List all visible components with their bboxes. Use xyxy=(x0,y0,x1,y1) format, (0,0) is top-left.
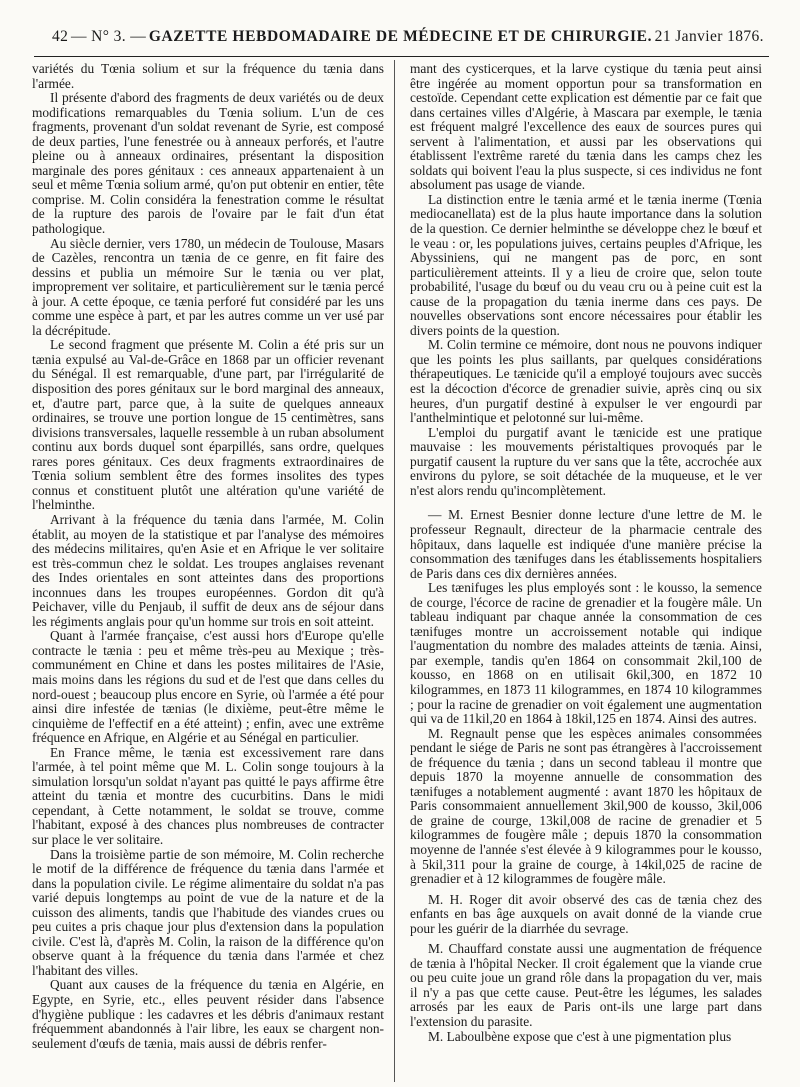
running-header xyxy=(52,26,764,48)
left-column xyxy=(32,62,384,1080)
paragraph: Le second fragment que présente M. Colin a été pris sur un tænia expulsé au Val-de-Grâce en 1868 par un officier revenant du Sénégal. Il est remarquable, d'une part, par l'irrégularité de disposition des pores génitaux sur le bord marginal des anneaux, et, d'autre part, parce que, à la suite de quelques anneaux ordinaires, se trouve une portion longue de 15 centimètres, sans divisions transversales, laquelle ressemble à un ruban absolument continu aux bords duquel sont éparpillés, sans ordre, quelques rares pores génitaux. Ces deux fragments extraordinaires de Tœnia solium semblent être des formes insolites des types connus et constituent plutôt une altération qu'une variété de l'helminthe. xyxy=(32,337,384,513)
paragraph: M. H. Roger dit avoir observé des cas de tænia chez des enfants en bas âge auxquels on avait donné de la viande crue pour les guérir de la diarrhée du sevrage. xyxy=(410,891,762,936)
paragraph: M. Regnault pense que les espèces animales consommées pendant le siége de Paris ne sont pas étrangères à l'accroissement de fréquence du tænia ; dans un second tableau il montre que depuis 1870 la moyenne annuelle de consommation des tænifuges a notablement augmenté : avant 1870 les hôpitaux de Paris consommaient annuellement 3kil,900 de kousso, 3kil,006 de graine de courge, 13kil,008 de racine de grenadier et 5 kilogrammes de fougère mâle ; depuis 1870 la consommation moyenne de l'année s'est élevée à 9 kilogrammes pour le kousso, à 5kil,311 pour la graine de courge, à 14kil,025 de racine de grenadier et à 12 kilogrammes de fougère mâle. xyxy=(410,725,762,887)
paragraph: variétés du Tœnia solium et sur la fréquence du tænia dans l'armée. xyxy=(32,62,384,91)
column-divider xyxy=(394,60,395,1082)
paragraph: Quant à l'armée française, c'est aussi hors d'Europe qu'elle contracte le tænia : peu et même très-peu au Mexique ; très-communément en Chine et dans les postes militaires de l'Asie, mais moins dans les régions du sud et de l'est que dans celles du nord-ouest ; beaucoup plus encore en Syrie, où l'armée a été pour ainsi dire infestée de tænias (le dixième, peut-être même le cinquième de l'effectif en a été atteint) ; enfin, avec une extrême fréquence en Afrique, en Algérie et au Sénégal en particulier. xyxy=(32,628,384,746)
issue-date: 21 Janvier 1876. xyxy=(654,28,764,45)
paragraph: En France même, le tænia est excessivement rare dans l'armée, à tel point même que M. L. Colin songe toujours à la simulation lorsqu'un soldat n'ayant pas quitté le pays affirme être atteint du tænia et montre des cucurbitins. Dans le midi cependant, à Cette notamment, le soldat se trouve, comme l'habitant, exposé à des chances plus nombreuses de contracter sur place le ver solitaire. xyxy=(32,744,384,847)
paragraph: La distinction entre le tænia armé et le tænia inerme (Tœnia mediocanellata) est de la plus haute importance dans la solution de la question. Ce dernier helminthe se développe chez le bœuf et le veau : or, les populations juives, certains peuples d'Afrique, les Abyssiniens, qui ne mangent pas de porc, en sont particulièrement atteints. Il y a lieu de croire que, selon toute probabilité, l'usage du bœuf ou du veau cru ou à peine cuit est la cause de la propagation du tænia inerme dans ces pays. De nouvelles observations sont encore nécessaires pour établir les divers points de la question. xyxy=(410,191,762,338)
paragraph: mant des cysticerques, et la larve cystique du tænia peut ainsi être ingérée au moment opportun pour sa transformation en cestoïde. Cependant cette explication est démentie par ce fait que dans certaines villes d'Algérie, à Mascara par exemple, le tænia est fréquent malgré l'excellence des eaux de sources pures qui servent à l'alimentation, et aussi par les observations qui établissent l'extrême rareté du tænia dans les camps chez les soldats qui boivent l'eau la plus suspecte, si ces individus ne font absolument pas usage de viande. xyxy=(410,62,762,193)
publication-title: GAZETTE HEBDOMADAIRE DE MÉDECINE ET DE CHIRURGIE. xyxy=(148,28,653,45)
page-number: 42 xyxy=(52,28,69,45)
paragraph: Au siècle dernier, vers 1780, un médecin de Toulouse, Masars de Cazèles, rencontra un tænia de ce genre, en fit faire des dessins et publia un mémoire Sur le tænia ou ver plat, improprement ver solitaire, et particulièrement sur le tænia percé à jour. A cette époque, ce tænia perforé fut considéré par les uns comme une espèce à part, et par les autres comme un ver usé par la décrépitude. xyxy=(32,235,384,338)
paragraph: — M. Ernest Besnier donne lecture d'une lettre de M. le professeur Regnault, directeur de la pharmacie centrale des hôpitaux, dans laquelle est indiquée d'une manière précise la consommation des tænifuges dans les établissements hospitaliers de Paris dans ces dix dernières années. xyxy=(410,507,762,581)
paragraph: Arrivant à la fréquence du tænia dans l'armée, M. Colin établit, au moyen de la statistique et par l'analyse des mémoires des médecins militaires, qu'en Asie et en Afrique le ver solitaire est très-commun chez le soldat. Les troupes anglaises revenant des Indes orientales en sont atteintes dans des proportions inconnues dans les troupes européennes. Gordon dit qu'à Peichaver, ville du Penjaub, il suffit de deux ans de séjour dans les régiments anglais pour qu'un homme sur trois en soit atteint. xyxy=(32,511,384,629)
paragraph: Quant aux causes de la fréquence du tænia en Algérie, en Egypte, en Syrie, etc., elles peuvent résider dans l'absence d'hygiène publique : les cadavres et les débris d'animaux restant fréquemment abandonnés à l'air libre, les eaux se chargent non-seulement d'œufs de tænia, mais aussi de débris renfer- xyxy=(32,977,384,1051)
right-column xyxy=(410,62,762,1080)
paragraph: M. Chauffard constate aussi une augmentation de fréquence de tænia à l'hôpital Necker. Il croit également que la viande crue ou peu cuite joue un grand rôle dans la propagation du ver, mais il n'y a pas que cette cause. Peut-être les légumes, les salades arrosés par les eaux de Paris ont-ils une large part dans l'extension du parasite. xyxy=(410,941,762,1029)
paragraph: Dans la troisième partie de son mémoire, M. Colin recherche le motif de la différence de fréquence du tænia dans l'armée et dans la population civile. Le régime alimentaire du soldat n'a pas varié depuis longtemps au point de vue de la nature et de la cuisson des aliments, tandis que l'habitude des viandes crues ou peu cuites a pris chaque jour plus d'extension dans la population civile. C'est là, d'après M. Colin, la raison de la différence qu'on observe quant à la fréquence du tænia dans l'armée et chez l'habitant des villes. xyxy=(32,846,384,978)
header-rule xyxy=(34,56,769,57)
paragraph: Il présente d'abord des fragments de deux variétés ou de deux modifications remarquables du Tœnia solium. L'un de ces fragments, provenant d'un soldat revenant de Syrie, est composé de deux parties, l'une fenestrée ou à anneaux perforés, et l'autre pleine ou à anneaux ordinaires, présentant la disposition marginale des pores génitaux : ces anneaux appartenaient à un seul et même Tœnia solium armé, qu'on put obtenir en entier, tête comprise. M. Colin considéra la fenestration comme le résultat de la rupture des parois de l'ovaire par le fait d'un état pathologique. xyxy=(32,90,384,237)
paragraph: M. Colin termine ce mémoire, dont nous ne pouvons indiquer que les points les plus saillants, par quelques considérations thérapeutiques. Le tænicide qu'il a employé toujours avec succès est la décoction d'écorce de grenadier suivie, après cinq ou six heures, d'un purgatif destiné à expulser le ver engourdi par l'anthelmintique et pelotonné sur lui-même. xyxy=(410,337,762,426)
paragraph: Les tænifuges les plus employés sont : le kousso, la semence de courge, l'écorce de racine de grenadier et la fougère mâle. Un tableau indiquant par chaque année la consommation de ces tænifuges montre un accroissement notable qui indique l'augmentation du nombre des malades atteints de tænia. Ainsi, par exemple, tandis qu'en 1864 on consommait 2kil,100 de kousso, en 1868 on en utilisait 6kil,300, en 1872 10 kilogrammes, en 1873 11 kilogrammes, en 1874 10 kilogrammes ; pour la racine de grenadier on voit également une augmentation qui va de 11kil,20 en 1864 à 18kil,125 en 1874. Ainsi des autres. xyxy=(410,580,762,727)
issue-number: — N° 3. — xyxy=(70,28,147,45)
paragraph: M. Laboulbène expose que c'est à une pigmentation plus xyxy=(428,1028,732,1044)
paragraph: L'emploi du purgatif avant le tænicide est une pratique mauvaise : les mouvements péristaltiques provoqués par le purgatif causent la rupture du ver sans que la tête, accrochée aux environs du pylore, se soit détachée de la muqueuse, et le ver n'est alors rendu qu'incomplètement. xyxy=(410,424,762,498)
